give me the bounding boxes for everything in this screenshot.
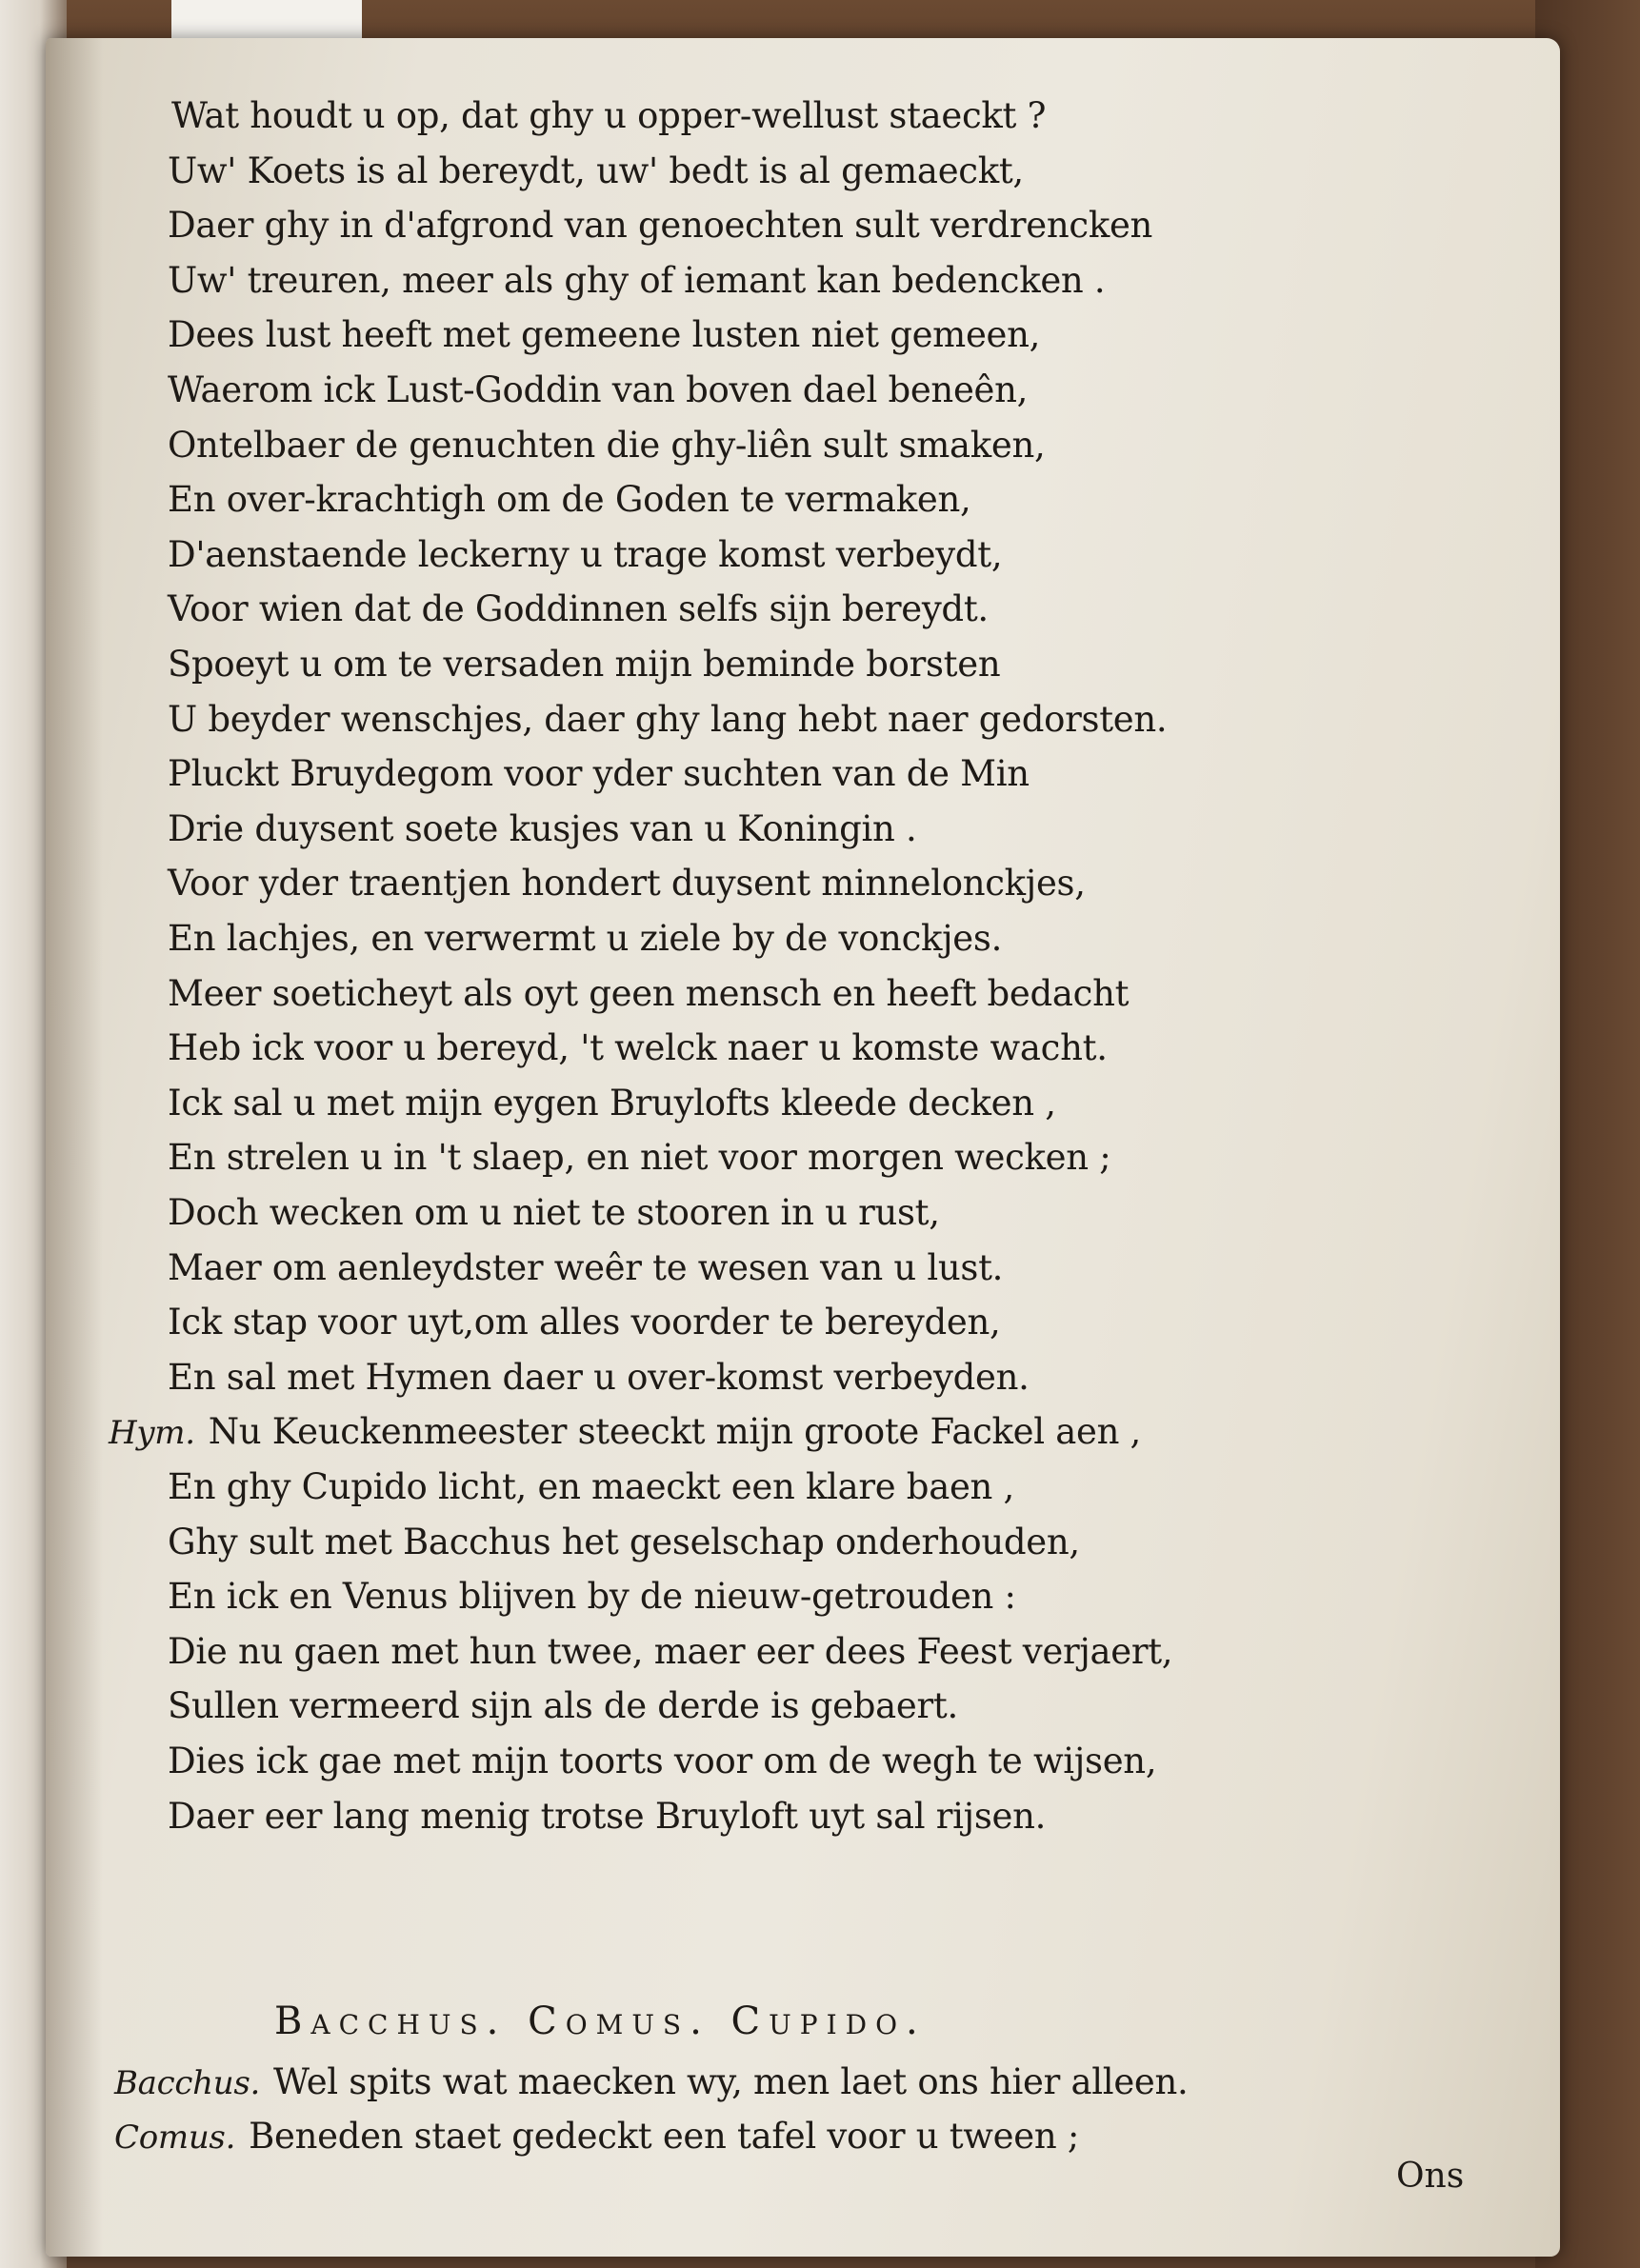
verse-line: Dees lust heeft met gemeene lusten niet gemeen, <box>168 314 1041 356</box>
verse-line: Uw' treuren, meer als ghy of iemant kan bedencken . <box>168 259 1106 301</box>
dialogue-text: Wel spits wat maecken wy, men laet ons hier alleen. <box>273 2061 1189 2102</box>
dialogue-line <box>114 2116 1079 2157</box>
verse-line: Doch wecken om u niet te stooren in u rust, <box>168 1192 940 1233</box>
hymen-line: Sullen vermeerd sijn als de derde is gebaert. <box>168 1685 958 1727</box>
verse-line: En lachjes, en verwermt u ziele by de vonckjes. <box>168 918 1003 959</box>
show-through-text <box>1379 95 1570 425</box>
hymen-line: Ghy sult met Bacchus het geselschap onderhouden, <box>168 1521 1080 1562</box>
hymen-line: Dies ick gae met mijn toorts voor om de wegh te wijsen, <box>168 1741 1157 1781</box>
verse-line: Maer om aenleydster weêr te wesen van u lust. <box>168 1246 1004 1288</box>
verse-line: Waerom ick Lust-Goddin van boven dael beneên, <box>168 369 1029 410</box>
scene-heading: Bacchus. Comus. Cupido. <box>274 1999 927 2043</box>
verse-line: Voor yder traentjen hondert duysent minnelonckjes, <box>168 863 1086 905</box>
verse-line: Daer ghy in d'afgrond van genoechten sult verdrencken <box>168 205 1153 247</box>
verse-line: Voor wien dat de Goddinnen selfs sijn bereydt. <box>168 588 989 630</box>
catchword: Ons <box>1396 2157 1465 2196</box>
dialogue-speaker: Comus. <box>114 2119 236 2157</box>
verse-line: Drie duysent soete kusjes van u Koningin . <box>168 807 917 849</box>
verse-line: U beyder wenschjes, daer ghy lang hebt naer gedorsten. <box>168 698 1168 740</box>
dialogue-text: Beneden staet gedeckt een tafel voor u tween ; <box>249 2116 1080 2157</box>
verse-line: Pluckt Bruydegom voor yder suchten van de Min <box>168 753 1030 795</box>
verse-line: En sal met Hymen daer u over-komst verbeyden. <box>168 1356 1030 1398</box>
verse-line: Ontelbaer de genuchten die ghy-liên sult smaken, <box>168 424 1046 466</box>
hymen-line: Daer eer lang menig trotse Bruyloft uyt sal rijsen. <box>168 1795 1047 1837</box>
verse-line: Ick sal u met mijn eygen Bruylofts kleede decken , <box>168 1082 1056 1124</box>
speaker-hymen: Hym. <box>109 1414 195 1453</box>
verse-line: Wat houdt u op, dat ghy u opper-wellust staeckt ? <box>171 95 1047 136</box>
verse-line: Uw' Koets is al bereydt, uw' bedt is al gemaeckt, <box>168 149 1024 191</box>
hymen-line-text: Nu Keuckenmeester steeckt mijn groote Fackel aen , <box>208 1411 1142 1453</box>
hymen-line: En ghy Cupido licht, en maeckt een klare baen , <box>168 1466 1015 1507</box>
verse-line: Meer soeticheyt als oyt geen mensch en heeft bedacht <box>168 972 1130 1014</box>
dialogue-line <box>114 2061 1189 2102</box>
verse-line: Heb ick voor u bereyd, 't welck naer u komste wacht. <box>168 1027 1108 1069</box>
hymen-line: En ick en Venus blijven by de nieuw-getrouden : <box>168 1576 1016 1618</box>
verse-line: En strelen u in 't slaep, en niet voor morgen wecken ; <box>168 1137 1111 1179</box>
verse-line: Spoeyt u om te versaden mijn beminde borsten <box>168 644 1001 685</box>
verse-line: D'aenstaende leckerny u trage komst verbeydt, <box>168 533 1003 575</box>
dialogue-speaker: Bacchus. <box>114 2064 260 2102</box>
verse-line: Ick stap voor uyt,om alles voorder te bereyden, <box>168 1302 1001 1343</box>
verse-line: En over-krachtigh om de Goden te vermaken, <box>168 479 971 521</box>
hymen-line: Die nu gaen met hun twee, maer eer dees Feest verjaert, <box>168 1630 1173 1672</box>
hymen-line <box>109 1411 1141 1452</box>
book-page <box>46 38 1560 2257</box>
page-gutter-shadow <box>46 38 103 2257</box>
